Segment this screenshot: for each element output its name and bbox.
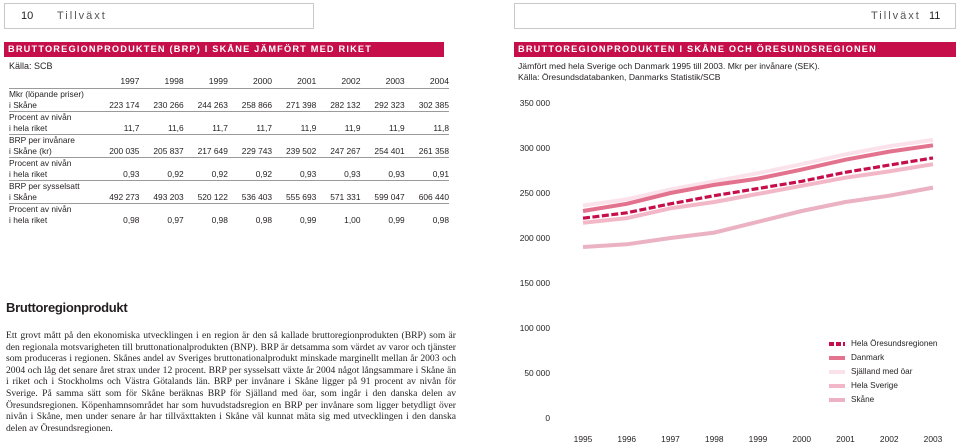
row-label-2: i hela riket: [9, 169, 48, 179]
table-cell: 205 837: [153, 146, 184, 156]
table-cell: 11,9: [344, 123, 361, 133]
table-row-label: [9, 158, 449, 170]
table-cell: 0,91: [432, 169, 449, 179]
table-cell: 11,9: [389, 123, 405, 133]
left-running-title: Tillväxt: [57, 10, 107, 22]
year-header: 1999: [208, 75, 228, 86]
x-tick-label: 1998: [704, 434, 724, 444]
legend-swatch: [829, 342, 845, 346]
table-cell: 258 866: [241, 100, 273, 110]
legend-swatch: [829, 370, 845, 374]
table-cell: 11,6: [167, 123, 184, 133]
x-tick-label: 2001: [836, 434, 855, 444]
row-label-1: Procent av nivån: [9, 204, 449, 216]
table-cell: 492 273: [109, 192, 140, 202]
table-cell: 217 649: [197, 146, 228, 156]
row-label-2: i Skåne: [9, 100, 37, 110]
series-line-själland-med-öar: [583, 140, 933, 206]
legend-label: Skåne: [851, 395, 875, 404]
table-cell: 11,9: [300, 123, 317, 133]
right-page-header: [514, 3, 956, 29]
year-header: 1998: [164, 75, 184, 86]
table-cell: 520 122: [197, 192, 228, 202]
row-label-2: i Skåne (kr): [9, 146, 52, 156]
table-cell: 254 401: [374, 146, 405, 156]
x-tick-label: 2002: [879, 434, 899, 444]
left-page-header: [4, 3, 314, 29]
row-label-2: i hela riket: [9, 123, 48, 133]
table-cell: 0,98: [432, 215, 449, 225]
table-cell: 599 047: [374, 192, 405, 202]
left-page-number: 10: [21, 10, 34, 22]
table-cell: 261 358: [418, 146, 449, 156]
row-label-1: BRP per sysselsatt: [9, 181, 449, 193]
x-tick-label: 1996: [617, 434, 637, 444]
x-tick-label: 2000: [792, 434, 812, 444]
table-cell: 200 035: [109, 146, 140, 156]
table-cell: 0,92: [255, 169, 273, 179]
table-cell: 536 403: [241, 192, 273, 202]
table-cell: 606 440: [418, 192, 449, 202]
table-cell: 247 267: [330, 146, 361, 156]
table-cell: 0,93: [388, 169, 405, 179]
article-paragraph: Ett grovt mått på den ekonomiska utvecklingen i en region är den så kallade bruttoregionprodukten (BRP) som är den regionala motsvarigheten till bruttonationalprodukten (BNP). BRP är detsamma som värdet av varor och tjänster som produceras i regionen. Skånes andel av Sveriges bruttonationalprodukt minskade marginellt mellan år 2003 och 2004 och låg det senare året strax under 12 procent. BRP per sysselsatt växte år 2004 något långsammare i Skåne än i riket och i Stockholms och Västra Götalands län. BRP per invånare i Skåne ligger på 91 procent av nivån för Sverige. På samma sätt som för Skåne beräknas BRP för Själland med öar, som ingår i den danska delen av Öresundsregionen. Köpenhamnsområdet har som huvudstadsregion en BRP per invånare som ligger betydligt över nivån i Skåne, men under senare år har tillväxttakten i Skåne väl kunnat mäta sig med utvecklingen i den danska delen av Öresundsregionen.: [6, 330, 456, 434]
y-tick-label: 350 000: [519, 98, 550, 108]
table-row: [9, 215, 449, 226]
year-header: 2002: [341, 75, 361, 86]
y-tick-label: 50 000: [524, 368, 550, 378]
table-row-label: [9, 181, 449, 193]
table-row: [9, 100, 449, 112]
y-tick-label: 150 000: [519, 278, 550, 288]
brp-table: [9, 74, 449, 226]
table-cell: 0,98: [211, 215, 228, 225]
table-cell: 0,92: [167, 169, 184, 179]
table-row: [9, 146, 449, 158]
series-line-skåne: [583, 188, 933, 247]
legend-item: [829, 394, 874, 406]
legend-item: [829, 366, 912, 378]
table-cell: 0,93: [344, 169, 361, 179]
table-cell: 271 398: [286, 100, 317, 110]
row-label-2: i hela riket: [9, 215, 48, 225]
table-cell: 555 693: [286, 192, 317, 202]
year-header: 2004: [429, 75, 449, 86]
table-cell: 571 331: [330, 192, 361, 202]
article-body: [6, 330, 456, 434]
table-cell: 0,98: [123, 215, 140, 225]
table-cell: 11,7: [123, 123, 140, 133]
x-tick-label: 1997: [661, 434, 680, 444]
legend-swatch: [829, 398, 845, 402]
y-tick-label: 300 000: [519, 143, 550, 153]
x-tick-label: 1995: [573, 434, 593, 444]
x-tick-label: 2003: [923, 434, 943, 444]
table-cell: 0,92: [211, 169, 228, 179]
table-cell: 0,98: [255, 215, 273, 225]
chart-band-title: BRUTTOREGIONPRODUKTEN I SKÅNE OCH ÖRESUNDSREGIONEN: [514, 42, 956, 57]
x-tick-label: 1999: [748, 434, 768, 444]
table-cell: 0,99: [299, 215, 317, 225]
y-tick-label: 250 000: [519, 188, 550, 198]
y-tick-label: 0: [545, 413, 550, 423]
table-row: [9, 169, 449, 181]
row-label-1: Procent av nivån: [9, 112, 449, 124]
table-cell: 0,99: [388, 215, 405, 225]
legend-swatch: [829, 356, 845, 360]
article-heading: Bruttoregionprodukt: [6, 300, 128, 315]
y-tick-label: 100 000: [519, 323, 550, 333]
row-label-1: Mkr (löpande priser): [9, 89, 449, 101]
table-cell: 11,7: [212, 123, 228, 133]
table-cell: 11,8: [433, 123, 449, 133]
row-label-1: Procent av nivån: [9, 158, 449, 170]
table-cell: 223 174: [109, 100, 140, 110]
series-line-danmark: [583, 145, 933, 211]
series-line-hela-öresundsregionen: [583, 158, 933, 218]
table-row-label: [9, 112, 449, 124]
table-cell: 239 502: [286, 146, 317, 156]
table-row-label: [9, 135, 449, 147]
year-header: 2003: [385, 75, 405, 86]
table-cell: 229 743: [241, 146, 273, 156]
table-cell: 292 323: [374, 100, 405, 110]
year-header: 2001: [297, 75, 317, 86]
legend-label: Danmark: [851, 353, 885, 362]
row-label-1: BRP per invånare: [9, 135, 449, 147]
table-row: [9, 123, 449, 135]
table-cell: 1,00: [344, 215, 361, 225]
table-cell: 11,7: [256, 123, 273, 133]
table-cell: 0,93: [123, 169, 140, 179]
legend-item: [829, 352, 884, 364]
table-cell: 493 203: [153, 192, 184, 202]
table-row: [9, 192, 449, 204]
right-running-title: Tillväxt: [871, 10, 921, 22]
year-header: 1997: [120, 75, 140, 86]
table-band-title: BRUTTOREGIONPRODUKTEN (BRP) I SKÅNE JÄMFÖRT MED RIKET: [4, 42, 444, 57]
table-row-label: [9, 89, 449, 101]
legend-label: Själland med öar: [851, 367, 913, 376]
table-header-row: [9, 74, 449, 89]
y-tick-label: 200 000: [519, 233, 550, 243]
table-cell: 244 263: [197, 100, 228, 110]
chart-subtitle: Jämfört med hela Sverige och Danmark 1995 till 2003. Mkr per invånare (SEK).: [518, 61, 820, 71]
legend-item: [829, 338, 937, 350]
year-header: 2000: [252, 75, 273, 86]
table-cell: 0,93: [299, 169, 317, 179]
table-cell: 302 385: [418, 100, 449, 110]
legend-label: Hela Sverige: [851, 381, 898, 390]
legend-label: Hela Öresundsregionen: [851, 339, 938, 348]
right-page-number: 11: [929, 10, 941, 22]
table-row-label: [9, 204, 449, 216]
table-source: Källa: SCB: [9, 61, 53, 71]
table-cell: 230 266: [153, 100, 184, 110]
legend-swatch: [829, 384, 845, 388]
table-cell: 282 132: [330, 100, 361, 110]
row-label-2: i Skåne: [9, 192, 37, 202]
series-line-hela-sverige: [583, 164, 933, 223]
table-cell: 0,97: [167, 215, 184, 225]
legend-item: [829, 380, 898, 392]
chart-source: Källa: Öresundsdatabanken, Danmarks Statistik/SCB: [518, 72, 721, 82]
